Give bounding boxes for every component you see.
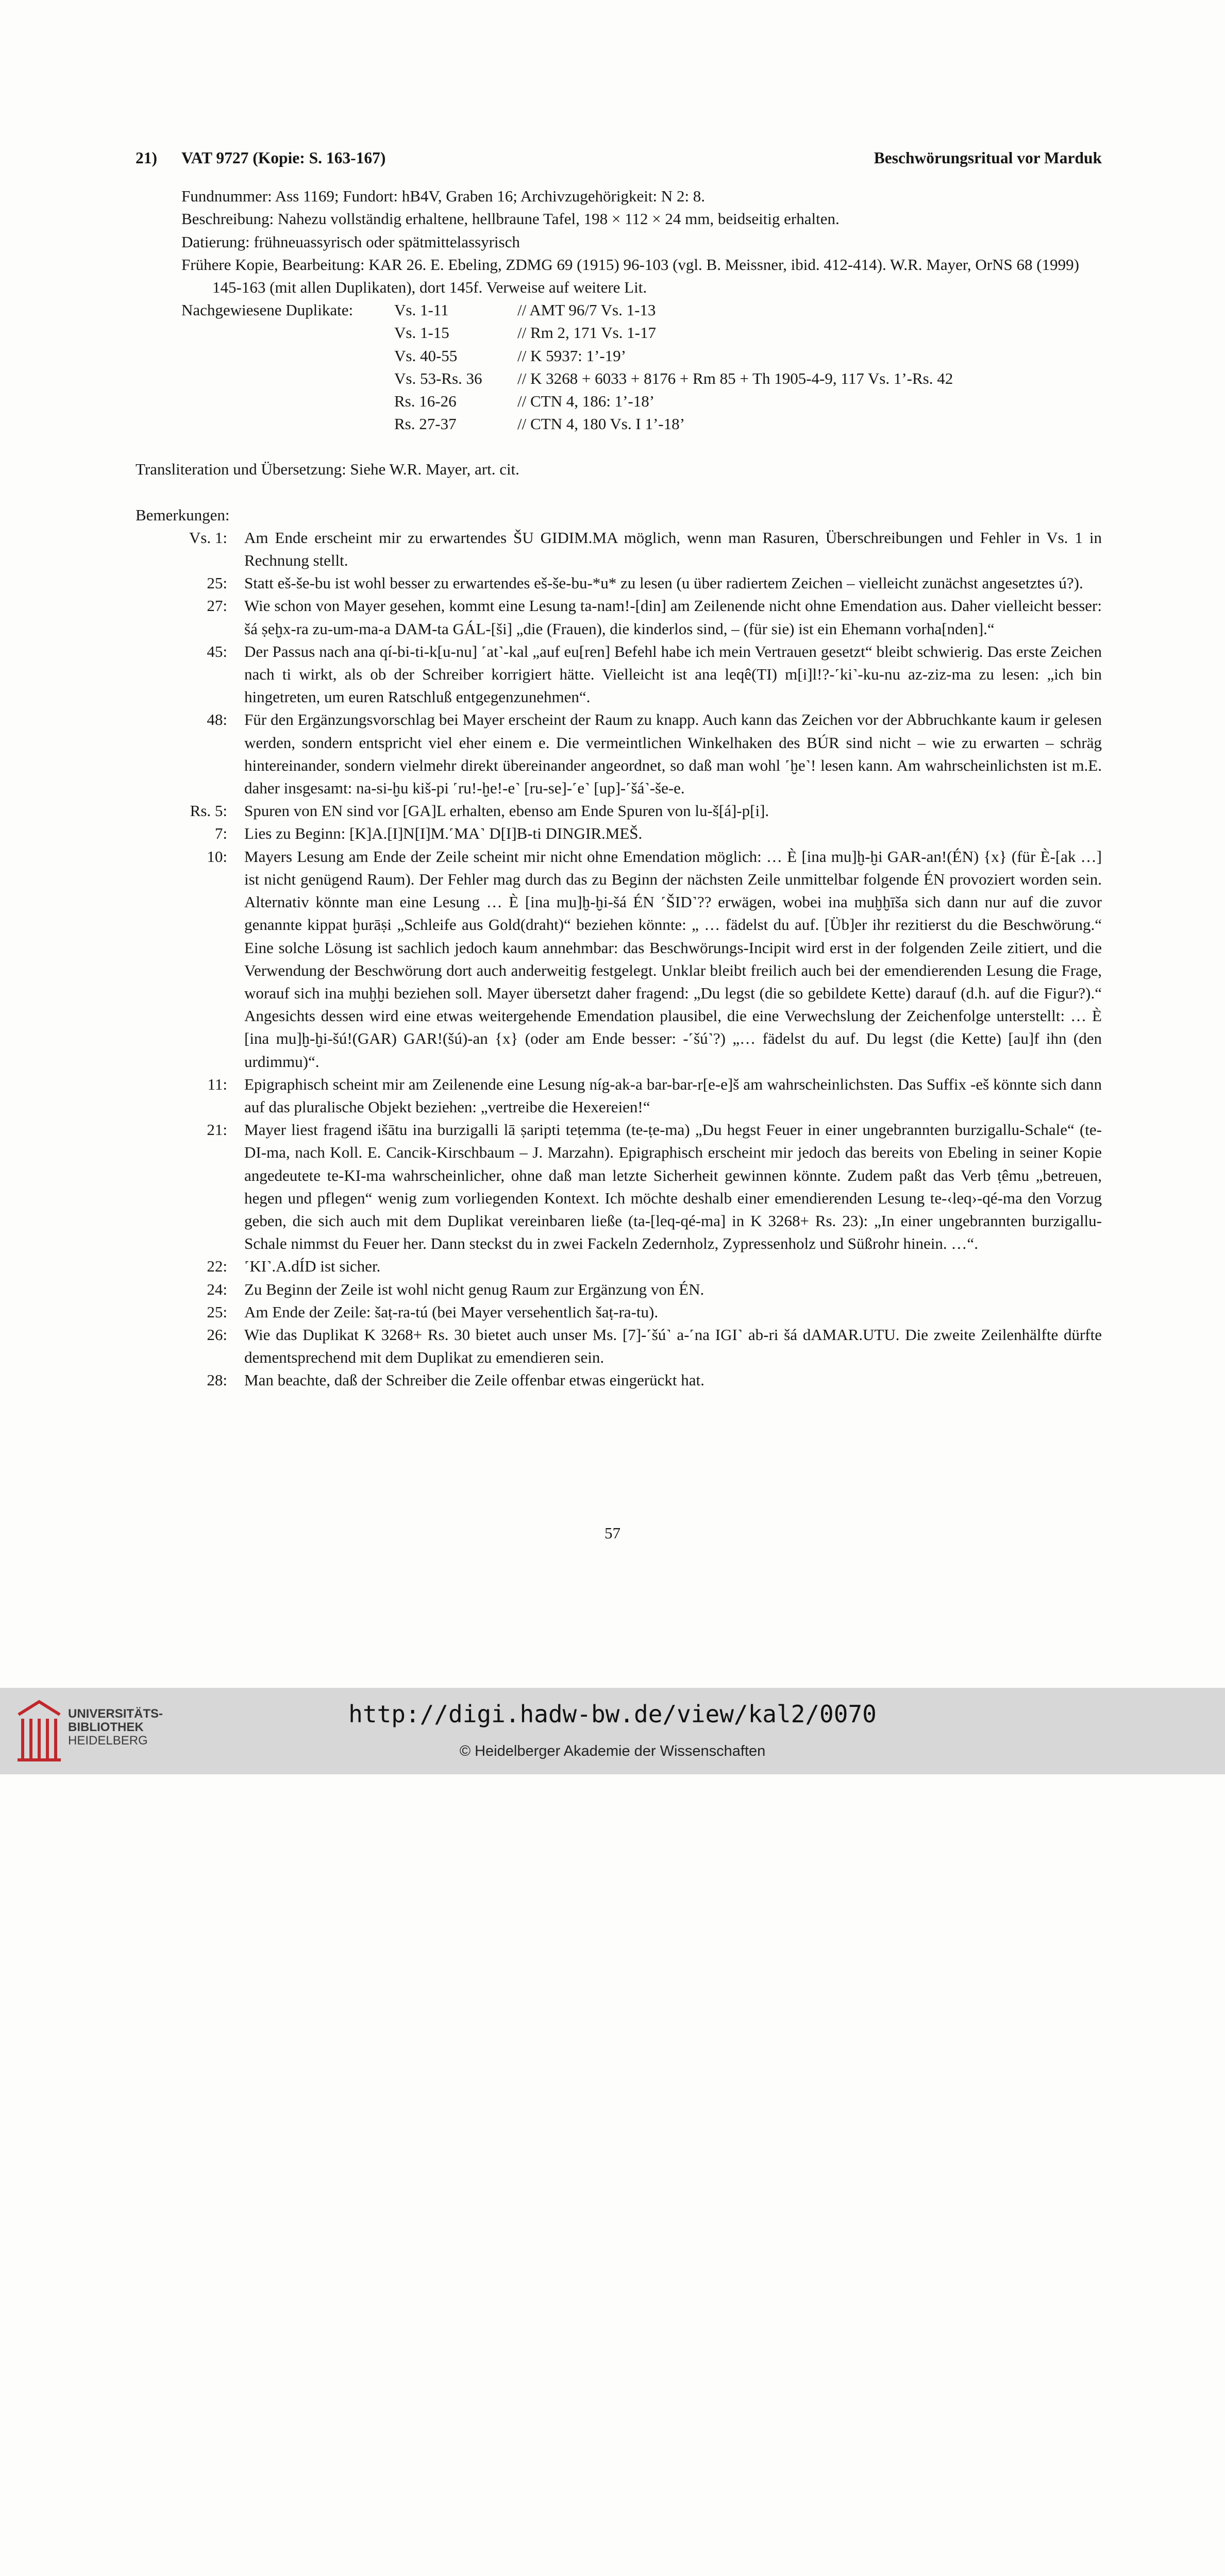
duplicate-ref: // K 5937: 1’-19’ <box>517 346 626 365</box>
remark-item <box>136 527 1102 572</box>
remark-label: 7: <box>214 824 227 843</box>
remark-text: Lies zu Beginn: [K]A.[I]N[I]M.˹MA˺ D[I]B-ti DINGIR.MEŠ. <box>244 824 643 843</box>
remark-item <box>136 708 1102 800</box>
beschreibung: Beschreibung: Nahezu vollständig erhaltene, hellbraune Tafel, 198 × 112 × 24 mm, beidseitig erhalten. <box>181 210 840 228</box>
remark-item <box>136 1301 1102 1324</box>
remark-label: 45: <box>207 642 227 660</box>
remark-text: Am Ende erscheint mir zu erwartendes ŠU GIDIM.MA möglich, wenn man Rasuren, Überschreibungen und Fehler in Vs. 1 in Rechnung stellt. <box>244 528 1102 570</box>
remark-label: 28: <box>207 1371 227 1389</box>
page-url-link[interactable]: http://digi.hadw-bw.de/view/kal2/0070 <box>348 1700 877 1728</box>
duplicate-range: Vs. 40-55 <box>394 346 458 365</box>
library-name-line: BIBLIOTHEK <box>68 1720 144 1734</box>
entry-metadata <box>136 185 1102 435</box>
remark-item <box>136 1369 1102 1392</box>
duplicates-label: Nachgewiesene Duplikate: <box>181 301 354 319</box>
remark-label: 10: <box>207 847 227 866</box>
fruehere-kopie: Frühere Kopie, Bearbeitung: KAR 26. E. Ebeling, ZDMG 69 (1915) 96-103 (vgl. B. Meissner, ibid. 412-414). W.R. Mayer, OrNS 68 (1999) 145-163 (mit allen Duplikaten), dort 145f. Verweise auf weitere Lit. <box>181 255 1079 297</box>
remark-text: ˹KI˺.A.dÍD ist sicher. <box>244 1257 381 1276</box>
remark-text: Mayer liest fragend išātu ina burzigalli lā ṣaripti teṭemma (te-ṭe-ma) „Du hegst Feuer in einer ungebrannten burzigallu-Schale“ (te-DI-ma, nach Koll. E. Cancik-Kirschbaum – J. Marzahn). Epigraphisch erscheint mir jedoch das bereits von Ebeling in seiner Kopie angedeutete te-KI-ma wahrscheinlicher, ohne daß man letzte Sicherheit gewinnen könnte. Zudem paßt das Verb ṭêmu „betreuen, hegen und pflegen“ wenig zum vorliegenden Kontext. Ich möchte deshalb einer emendierenden Lesung te-‹leq›-qé-ma den Vorzug geben, die sich auch mit dem Duplikat vereinbaren ließe (ta-[leq-qé-ma] in K 3268+ Rs. 23): „In einer ungebrannten burzigallu-Schale nimmst du Feuer her. Dann steckst du in zwei Fackeln Zedernholz, Zypressenholz und Süßrohr hinein. …“. <box>244 1121 1102 1253</box>
remark-text: Der Passus nach ana qí-bi-ti-k[u-nu] ˹at˺-kal „auf eu[ren] Befehl habe ich mein Vertrauen gesetzt“ bleibt schwierig. Das erste Zeichen nach ti wirkt, als ob der Schreiber korrigiert hätte. Vielleicht ist ana leqê(TI) m[i]l!?-˹ki˺-ku-nu az-ziz-ma zu lesen: „ich bin hingetreten, um euren Ratschluß entgegenzunehmen“. <box>244 642 1102 706</box>
duplicate-range: Vs. 1-11 <box>394 301 449 319</box>
remark-label: Vs. 1: <box>189 528 227 547</box>
duplicate-range: Rs. 27-37 <box>394 415 457 433</box>
remark-text: Mayers Lesung am Ende der Zeile scheint mir nicht ohne Emendation möglich: … È [ina mu]ḫ-ḫi GAR-an!(ÉN) {x} (für È-[ak …] ist nicht genügend Raum). Der Fehler mag durch das zu Beginn der nächsten Zeile unmittelbar folgende ÉN provoziert worden sein. Alternativ könnte man eine Lesung … È [ina mu]ḫ-ḫi-šá ÉN ˹ŠID˺?? erwägen, wobei ina muḫḫīša sich dann nur auf die zuvor genannte kippat ḫurāṣi „Schleife aus Gold(draht)“ beziehen könnte: „ … fädelst du auf. [Üb]er ihr rezitierst du die Beschwörung.“ Eine solche Lösung ist sachlich jedoch kaum annehmbar: das Beschwörungs-Incipit wird erst in der folgenden Zeile zitiert, und die Verwendung der Beschwörung dort auch anderweitig festgelegt. Unklar bleibt freilich auch bei der emendierenden Lesung die Frage, worauf sich ina muḫḫi beziehen soll. Mayer übersetzt daher fragend: „Du legst (die so gebildete Kette) darauf (d.h. auf die Figur?).“ Angesichts dessen wird eine etwas weitergehende Emendation plausibel, die eine Verwechslung der Zeichenfolge unterstellt: … È [ina mu]ḫ-ḫi-šú!(GAR) GAR!(šú)-an {x} (oder am Ende besser: -˹šú˺?) „… fädelst du auf. Du legst (die Kette) [au]f ihn (den urdimmu)“. <box>244 847 1102 1071</box>
library-name-line: UNIVERSITÄTS- <box>68 1707 163 1721</box>
datierung: Datierung: frühneuassyrisch oder spätmittelassyrisch <box>181 232 520 251</box>
remark-text: Für den Ergänzungsvorschlag bei Mayer erscheint der Raum zu knapp. Auch kann das Zeichen vor der Abbruchkante kaum ir gelesen werden, sondern entspricht viel eher einem e. Die vermeintlichen Winkelhaken des BÚR sind nicht – wie zu erwarten – schräg hintereinander, sondern vielmehr direkt übereinander angeordnet, so daß man wohl ˹ḫe˺! lesen kann. Am wahrscheinlichsten ist m.E. daher insgesamt: na-si-ḫu kiš-pi ˹ru!-ḫe!-e˺ [ru-se]-˹e˺ [up]-˹šá˺-še-e. <box>244 710 1102 798</box>
remark-label: 25: <box>207 574 227 592</box>
remark-item <box>136 640 1102 709</box>
duplicate-ref: // Rm 2, 171 Vs. 1-17 <box>517 324 656 342</box>
page-number: 57 <box>605 1524 620 1542</box>
duplicates-table <box>181 299 1102 435</box>
remark-item <box>136 572 1102 595</box>
remark-label: 22: <box>207 1257 227 1276</box>
duplicate-ref: // K 3268 + 6033 + 8176 + Rm 85 + Th 1905-4-9, 117 Vs. 1’-Rs. 42 <box>517 369 953 387</box>
remark-item <box>136 822 1102 845</box>
remarks-list <box>136 527 1102 1392</box>
remark-text: Spuren von EN sind vor [GA]L erhalten, ebenso am Ende Spuren von lu-š[á]-p[i]. <box>244 802 769 820</box>
duplicate-range: Vs. 1-15 <box>394 324 449 342</box>
remark-text: Wie das Duplikat K 3268+ Rs. 30 bietet auch unser Ms. [7]-˹šú˺ a-˹na IGI˺ ab-ri šá dAMAR.UTU. Die zweite Zeilenhälfte dürfte dementsprechend mit dem Duplikat zu emendieren sein. <box>244 1325 1102 1367</box>
fundnummer: Fundnummer: Ass 1169; Fundort: hB4V, Graben 16; Archivzugehörigkeit: N 2: 8. <box>181 187 706 206</box>
remark-text: Man beachte, daß der Schreiber die Zeile offenbar etwas eingerückt hat. <box>244 1371 704 1389</box>
remark-text: Wie schon von Mayer gesehen, kommt eine Lesung ta-nam!-[din] am Zeilenende nicht ohne Emendation aus. Daher vielleicht besser: šá ṣeḫx-ra zu-um-ma-a DAM-ta GÁL-[ši] „die (Frauen), die kinderlos sind, – (für sie) ist ein Ehemann vorha[nden].“ <box>244 597 1102 638</box>
entry-header <box>136 147 1102 170</box>
remark-label: 27: <box>207 597 227 615</box>
remark-item <box>136 1278 1102 1301</box>
remark-label: 26: <box>207 1325 227 1344</box>
remark-item <box>136 1073 1102 1118</box>
copyright-notice: © Heidelberger Akademie der Wissenschaften <box>459 1743 766 1759</box>
remark-label: 25: <box>207 1302 227 1321</box>
entry-number: 21) <box>136 149 157 167</box>
remark-item <box>136 1255 1102 1278</box>
remark-item <box>136 800 1102 822</box>
remark-item <box>136 1324 1102 1369</box>
remark-label: Rs. 5: <box>190 802 227 820</box>
remark-label: 48: <box>207 710 227 729</box>
library-name-line: HEIDELBERG <box>68 1734 148 1748</box>
remark-text: Statt eš-še-bu ist wohl besser zu erwartendes eš-še-bu-*u* zu lesen (u über radiertem Zeichen – vielleicht zunächst angesetztes ú?). <box>244 574 1083 592</box>
remark-text: Zu Beginn der Zeile ist wohl nicht genug Raum zur Ergänzung von ÉN. <box>244 1280 704 1298</box>
duplicate-ref: // CTN 4, 180 Vs. I 1’-18’ <box>517 415 685 433</box>
remark-label: 21: <box>207 1121 227 1139</box>
duplicate-ref: // AMT 96/7 Vs. 1-13 <box>517 301 656 319</box>
remark-item <box>136 595 1102 640</box>
duplicate-ref: // CTN 4, 186: 1’-18’ <box>517 392 655 411</box>
entry-title: VAT 9727 (Kopie: S. 163-167) <box>181 149 386 167</box>
document-page <box>136 147 1102 1392</box>
remark-item <box>136 845 1102 1073</box>
remarks-heading: Bemerkungen: <box>136 505 230 524</box>
duplicate-range: Vs. 53-Rs. 36 <box>394 369 482 387</box>
remark-label: 24: <box>207 1280 227 1298</box>
remark-text: Am Ende der Zeile: šaṭ-ra-tú (bei Mayer versehentlich šaṭ-ra-tu). <box>244 1302 659 1321</box>
remark-item <box>136 1118 1102 1255</box>
duplicate-range: Rs. 16-26 <box>394 392 457 411</box>
remark-label: 11: <box>207 1075 227 1093</box>
remark-text: Epigraphisch scheint mir am Zeilenende eine Lesung níg-ak-a bar-bar-r[e-e]š am wahrscheinlichsten. Das Suffix -eš könnte sich dann auf das pluralische Objekt beziehen: „vertreibe die Hexereien!“ <box>244 1075 1102 1116</box>
entry-running-title: Beschwörungsritual vor Marduk <box>874 149 1102 167</box>
transliteration-note: Transliteration und Übersetzung: Siehe W.R. Mayer, art. cit. <box>136 460 519 479</box>
